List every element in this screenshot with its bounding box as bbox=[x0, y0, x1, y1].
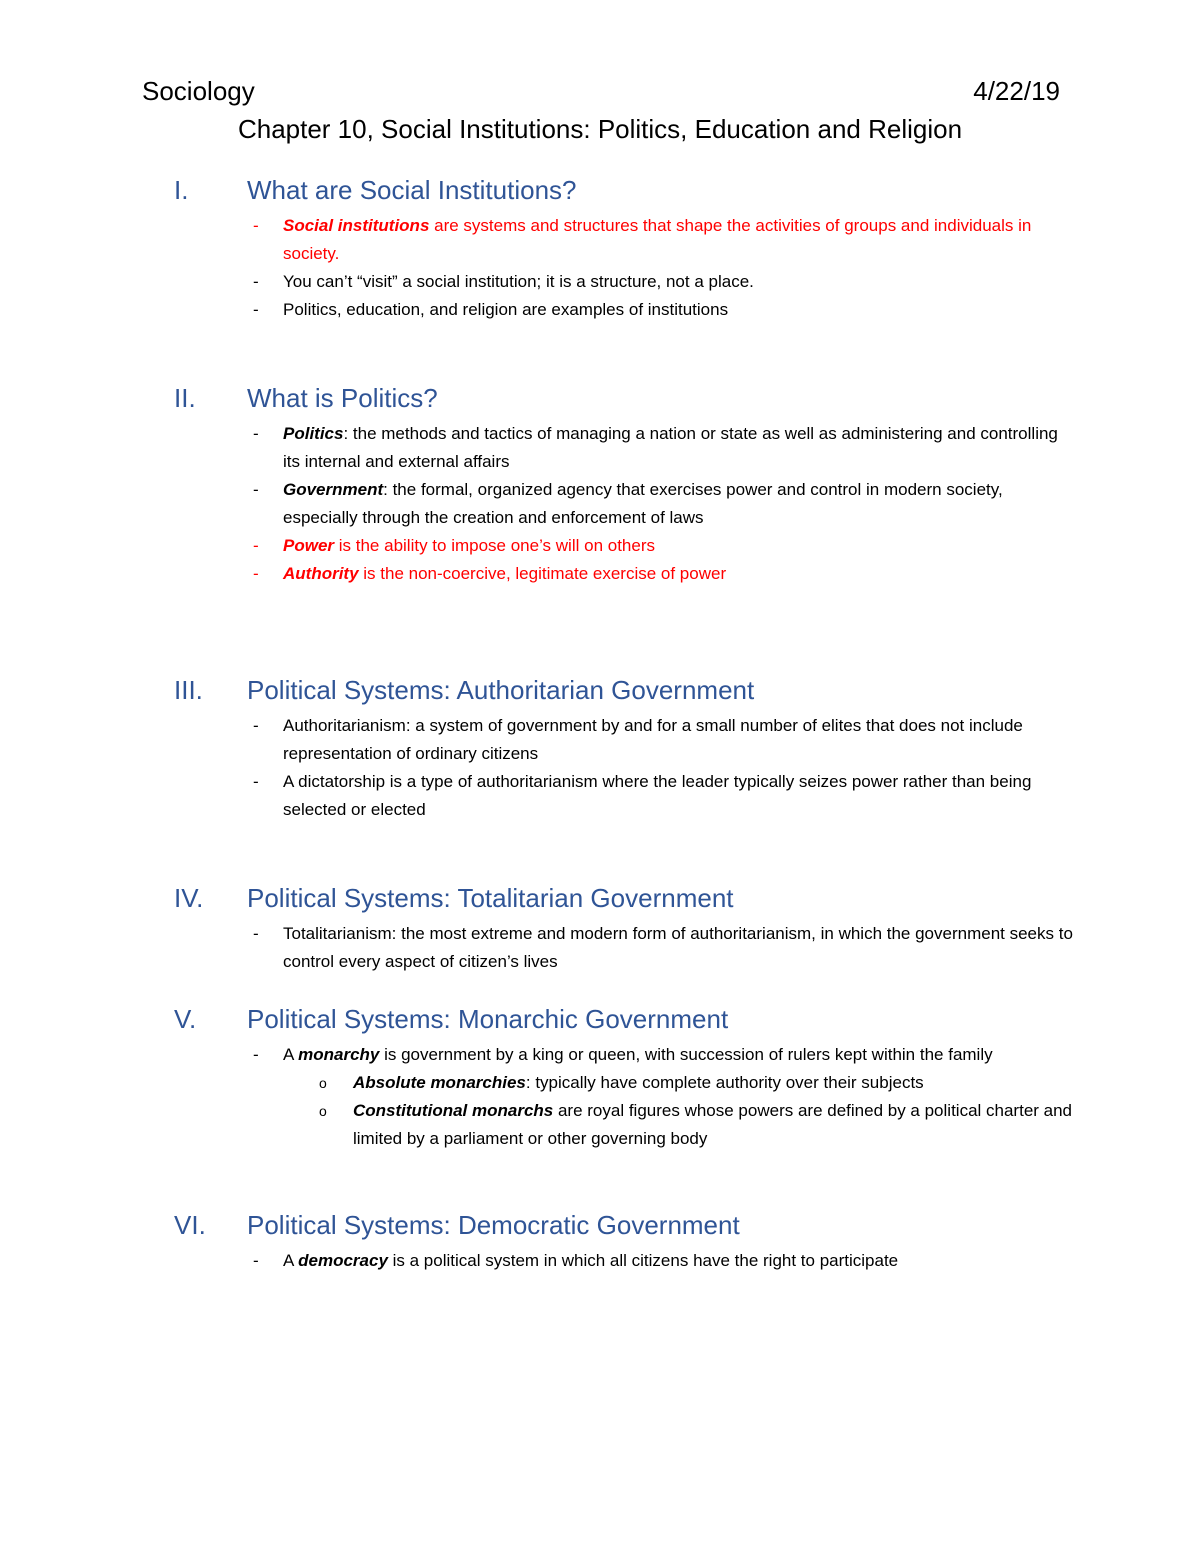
section-heading bbox=[0, 880, 1200, 920]
definition: are royal figures whose powers are defined by a political charter and limited by a parliament or other governing body bbox=[353, 1101, 1073, 1148]
term: monarchy bbox=[298, 1045, 380, 1064]
page-title: Chapter 10, Social Institutions: Politics, Education and Religion bbox=[237, 114, 963, 144]
definition: is the non-coercive, legitimate exercise of power bbox=[358, 564, 727, 583]
section-numeral: III. bbox=[174, 675, 203, 705]
bullet-text: Authoritarianism: a system of government by and for a small number of elites that does not include representation of ordinary citizens bbox=[283, 716, 1023, 763]
course-name: Sociology bbox=[142, 76, 255, 106]
term: Absolute monarchies bbox=[353, 1073, 526, 1092]
bullet-prefix: A bbox=[283, 1045, 299, 1064]
definition: are systems and structures that shape the activities of groups and individuals in society. bbox=[283, 216, 1032, 263]
list-item bbox=[253, 920, 1073, 976]
dash-marker: - bbox=[253, 716, 259, 735]
list-item bbox=[253, 1041, 1073, 1069]
note-date: 4/22/19 bbox=[973, 76, 1060, 106]
term: Politics bbox=[283, 424, 344, 443]
bullet-prefix: A bbox=[283, 1251, 299, 1270]
section-title: What is Politics? bbox=[247, 383, 438, 413]
dash-marker: - bbox=[253, 924, 259, 943]
section-numeral: V. bbox=[174, 1004, 197, 1034]
term: Authority bbox=[283, 564, 359, 583]
dash-marker: - bbox=[253, 480, 259, 499]
dash-marker: - bbox=[253, 536, 259, 555]
definition: : the methods and tactics of managing a nation or state as well as administering and controlling its internal and external affairs bbox=[283, 424, 1058, 471]
definition: is a political system in which all citizens have the right to participate bbox=[387, 1251, 899, 1270]
section-heading bbox=[0, 172, 1200, 212]
dash-marker: - bbox=[253, 772, 259, 791]
term: Government bbox=[283, 480, 384, 499]
bullet-list bbox=[0, 920, 1200, 976]
bullet-text: A dictatorship is a type of authoritarianism where the leader typically seizes power rather than being selected or elected bbox=[283, 772, 1032, 819]
bullet-text: Politics, education, and religion are examples of institutions bbox=[283, 300, 729, 319]
section-numeral: IV. bbox=[174, 883, 204, 913]
definition: is government by a king or queen, with succession of rulers kept within the family bbox=[379, 1045, 993, 1064]
section-numeral: II. bbox=[174, 383, 196, 413]
section-numeral: VI. bbox=[174, 1210, 206, 1240]
section-5 bbox=[0, 1001, 1200, 1153]
dash-marker: - bbox=[253, 1045, 259, 1064]
section-1 bbox=[0, 172, 1200, 324]
dash-marker: - bbox=[253, 300, 259, 319]
bullet-list bbox=[0, 212, 1200, 324]
bullet-text: You can’t “visit” a social institution; it is a structure, not a place. bbox=[283, 272, 754, 291]
section-title: Political Systems: Authoritarian Government bbox=[247, 675, 755, 705]
list-item bbox=[253, 712, 1073, 768]
section-numeral: I. bbox=[174, 175, 189, 205]
list-item bbox=[253, 1247, 1073, 1275]
section-title: Political Systems: Democratic Government bbox=[247, 1210, 740, 1240]
dash-marker: - bbox=[253, 272, 259, 291]
section-title: Political Systems: Totalitarian Government bbox=[247, 883, 734, 913]
bullet-text: Totalitarianism: the most extreme and modern form of authoritarianism, in which the government seeks to control every aspect of citizen’s lives bbox=[283, 924, 1073, 971]
bullet-list bbox=[0, 420, 1200, 588]
section-2 bbox=[0, 380, 1200, 588]
circle-bullet-marker: o bbox=[319, 1103, 327, 1119]
definition: : the formal, organized agency that exercises power and control in modern society, especially through the creation and enforcement of laws bbox=[283, 480, 1003, 527]
definition: : typically have complete authority over their subjects bbox=[525, 1073, 924, 1092]
header-row bbox=[142, 74, 1060, 108]
section-3 bbox=[0, 672, 1200, 824]
section-title: Political Systems: Monarchic Government bbox=[247, 1004, 729, 1034]
list-item bbox=[253, 268, 1073, 296]
term: Social institutions bbox=[283, 216, 430, 235]
list-item bbox=[253, 768, 1073, 824]
section-4 bbox=[0, 880, 1200, 976]
list-item bbox=[253, 560, 1073, 588]
term: democracy bbox=[298, 1251, 388, 1270]
list-item bbox=[253, 296, 1073, 324]
term: Constitutional monarchs bbox=[353, 1101, 554, 1120]
bullet-list bbox=[0, 1247, 1200, 1275]
dash-marker: - bbox=[253, 216, 259, 235]
section-heading bbox=[0, 380, 1200, 420]
list-item bbox=[253, 532, 1073, 560]
list-item bbox=[253, 212, 1073, 268]
section-heading bbox=[0, 1207, 1200, 1247]
circle-bullet-marker: o bbox=[319, 1075, 327, 1091]
sub-list-item bbox=[319, 1097, 1073, 1153]
bullet-list bbox=[0, 712, 1200, 824]
term: Power bbox=[283, 536, 335, 555]
section-heading bbox=[0, 1001, 1200, 1041]
sub-list-item bbox=[319, 1069, 1073, 1097]
bullet-list bbox=[0, 1041, 1200, 1153]
dash-marker: - bbox=[253, 1251, 259, 1270]
section-heading bbox=[0, 672, 1200, 712]
definition: is the ability to impose one’s will on others bbox=[334, 536, 655, 555]
dash-marker: - bbox=[253, 424, 259, 443]
section-6 bbox=[0, 1207, 1200, 1275]
dash-marker: - bbox=[253, 564, 259, 583]
list-item bbox=[253, 420, 1073, 476]
section-title: What are Social Institutions? bbox=[247, 175, 577, 205]
list-item bbox=[253, 476, 1073, 532]
